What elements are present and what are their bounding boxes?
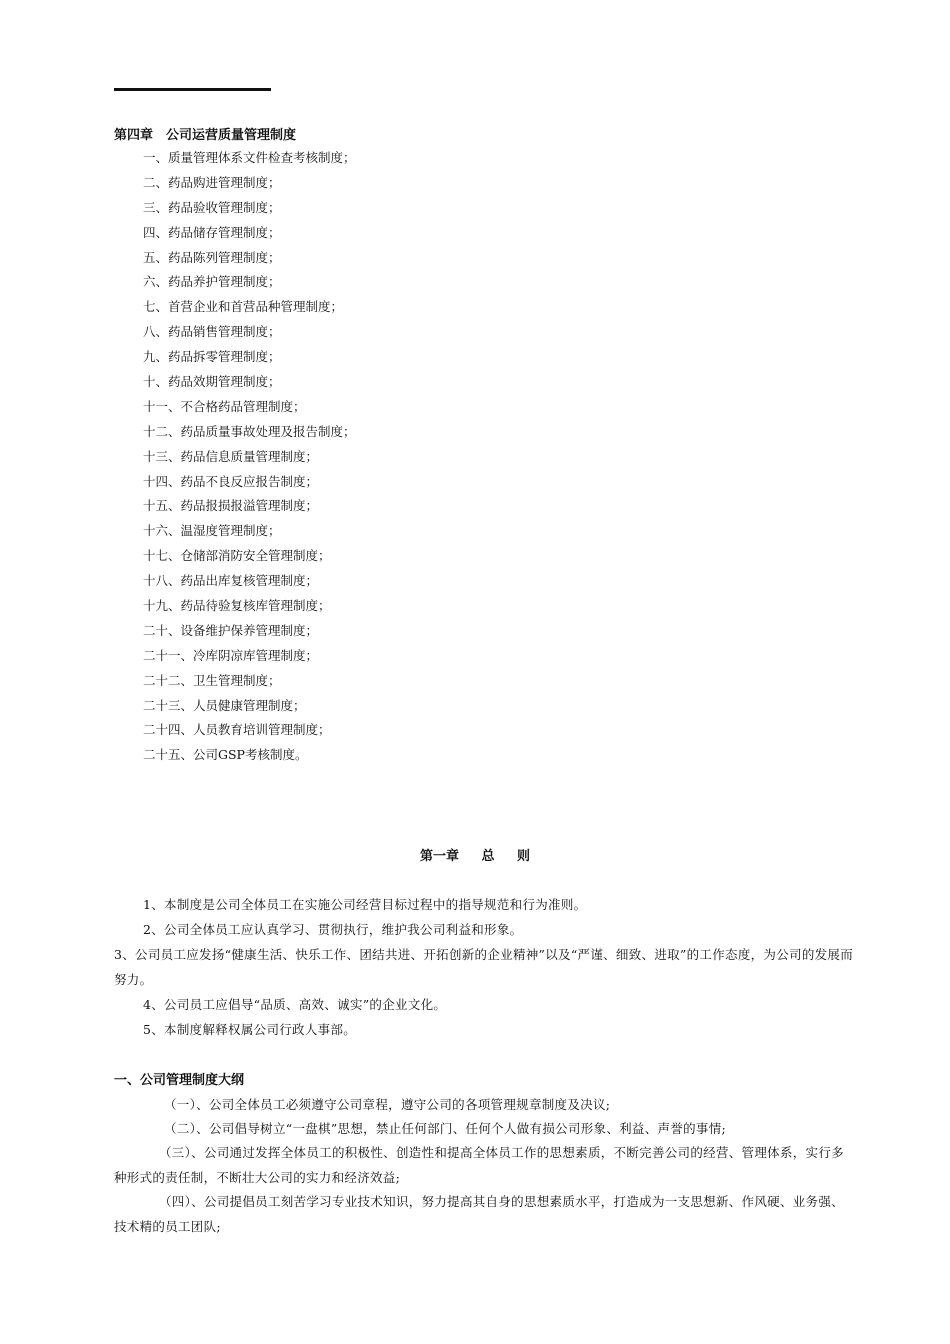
list-item: 八、药品销售管理制度； (143, 324, 281, 340)
list-item: 二十、设备维护保养管理制度； (143, 622, 319, 638)
list-item: 十、药品效期管理制度； (143, 374, 281, 390)
list-item: 十一、不合格药品管理制度； (143, 398, 306, 414)
chapter4-title: 第四章 公司运营质量管理制度 (114, 128, 297, 143)
list-item: 三、药品验收管理制度； (143, 199, 281, 215)
list-item: 十八、药品出库复核管理制度； (143, 573, 319, 589)
outline-para-2: （二）、公司倡导树立“一盘棋”思想，禁止任何部门、任何个人做有损公司形象、利益、声誉的事情; (164, 1121, 727, 1136)
list-item: 二十三、人员健康管理制度； (143, 697, 306, 713)
outline-para-3: （三）、公司通过发挥全体员工的积极性、创造性和提高全体员工作的思想素质，不断完善公司的经营、管理体系，实行多种形式的责任制，不断壮大公司的实力和经济效益; (114, 1145, 844, 1185)
list-item: 五、药品陈列管理制度； (143, 249, 281, 265)
list-item: 七、首营企业和首营品种管理制度； (143, 299, 344, 315)
list-item: 二十四、人员教育培训管理制度； (143, 722, 331, 738)
list-item: 十七、仓储部消防安全管理制度； (143, 548, 331, 564)
list-item: 六、药品养护管理制度； (143, 274, 281, 290)
chapter4-list (143, 148, 356, 770)
list-item: 二、药品购进管理制度； (143, 174, 281, 190)
list-item: 十四、药品不良反应报告制度； (143, 473, 319, 489)
list-item: 十九、药品待验复核库管理制度； (143, 598, 331, 614)
header-rule (114, 88, 271, 91)
chapter1-title: 第一章 总 则 (419, 849, 531, 864)
chapter1-para-2: 2、公司全体员工应认真学习、贯彻执行，维护我公司利益和形象。 (143, 922, 523, 937)
list-item: 十二、药品质量事故处理及报告制度； (143, 423, 356, 439)
list-item: 九、药品拆零管理制度； (143, 349, 281, 365)
list-item: 二十五、公司GSP考核制度。 (143, 747, 308, 763)
outline-para-4: （四）、公司提倡员工刻苦学习专业技术知识，努力提高其自身的思想素质水平，打造成为一支思想新、作风硬、业务强、技术精的员工团队; (114, 1194, 844, 1234)
chapter1-para-1: 1、本制度是公司全体员工在实施公司经营目标过程中的指导规范和行为准则。 (143, 897, 587, 912)
list-item: 四、药品储存管理制度； (143, 224, 281, 240)
list-item: 十三、药品信息质量管理制度； (143, 448, 319, 464)
outline-title: 一、公司管理制度大纲 (114, 1073, 245, 1088)
chapter1-para-4: 4、公司员工应倡导“品质、高效、诚实”的企业文化。 (143, 997, 447, 1012)
list-item: 二十二、卫生管理制度； (143, 672, 281, 688)
outline-para-1: （一）、公司全体员工必须遵守公司章程，遵守公司的各项管理规章制度及决议; (164, 1097, 611, 1112)
chapter1-para-3: 3、公司员工应发扬“健康生活、快乐工作、团结共进、开拓创新的企业精神”以及“严谨、细致、进取”的工作态度，为公司的发展而努力。 (114, 947, 854, 987)
list-item: 十六、温湿度管理制度； (143, 523, 281, 539)
list-item: 十五、药品报损报溢管理制度； (143, 498, 319, 514)
chapter1-para-5: 5、本制度解释权属公司行政人事部。 (143, 1022, 357, 1037)
list-item: 一、质量管理体系文件检查考核制度； (143, 150, 356, 165)
list-item: 二十一、冷库阴凉库管理制度； (143, 647, 319, 663)
